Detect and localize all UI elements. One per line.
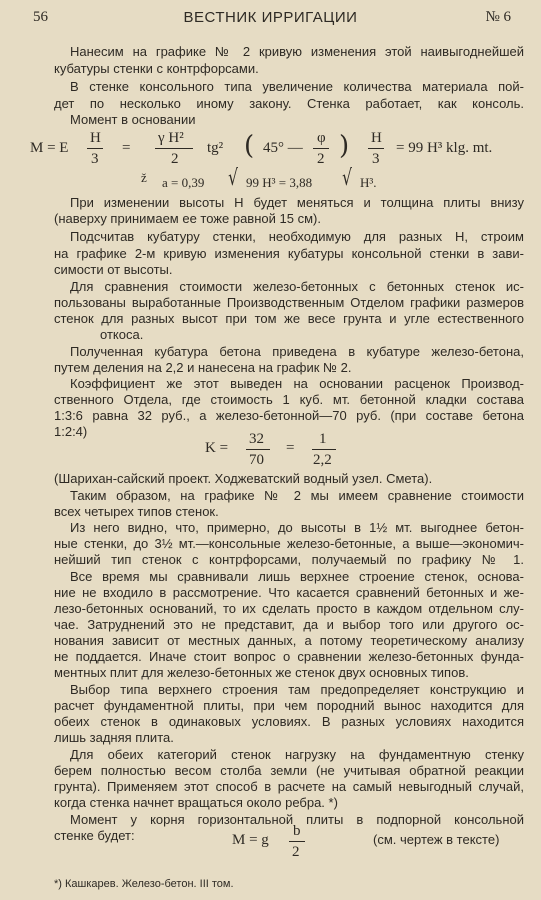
left-paren: (	[244, 131, 255, 161]
text-line: Момент у корня горизонтальной плиты в подпорной консольной	[70, 812, 524, 827]
text-line: ментных плит для железо-бетонных же стенок двух основных типов.	[54, 665, 469, 680]
fraction-numerator: φ	[317, 130, 326, 146]
text-line: лезо-бетонных оснований, то их сделать просто в каждом отдельном слу-	[54, 601, 524, 616]
text-line: пользованы выработанные Производственным Отделом графики размеров	[54, 295, 524, 310]
angle-term: 45° —	[263, 140, 303, 156]
right-paren: )	[339, 131, 350, 161]
fraction-bar	[155, 148, 193, 149]
journal-title: ВЕСТНИК ИРРИГАЦИИ	[183, 9, 358, 26]
text-line: обеих стенок в одинаковых условиях. В разных условиях находится	[54, 714, 524, 729]
text-line: нейший тип стенок с контрфорсами, получаемый по графику № 1.	[54, 552, 524, 567]
text-line: Таким образом, на графике № 2 мы имеем сравнение стоимости	[70, 488, 524, 503]
text-line: берем полностью весом столба земли (не учитывая обратной реакции	[54, 763, 524, 778]
text-line: ные стенки, до 3½ мт.—консольные железо-бетонные, а выше—экономич-	[54, 536, 524, 551]
formula-lhs: M = g	[232, 832, 269, 848]
text-line: ние не входило в рассмотрение. Что касается сравнений бетонных и же-	[54, 585, 524, 600]
text-line: путем деления на 2,2 и нанесена на график № 2.	[54, 360, 352, 375]
fraction-bar	[368, 148, 384, 149]
root-argument: 99 H³ = 3,88	[246, 175, 313, 190]
fraction-denominator: 2	[171, 151, 179, 167]
text-line: 1:3:6 равна 32 руб., а железо-бетонной—70 руб. (при составе бетона	[54, 408, 524, 423]
text-line: В стенке консольного типа увеличение количества материала пой-	[70, 79, 524, 94]
root-sign: √	[342, 166, 352, 191]
text-line: Для сравнения стоимости железо-бетонных с бетонных стенок ис-	[70, 279, 524, 294]
text-line: лишь задняя плита.	[54, 730, 174, 745]
text-line: кубатуры стенки с контрфорсами.	[54, 61, 259, 76]
fraction-numerator: b	[293, 823, 301, 839]
text-line: откоса.	[100, 327, 144, 342]
text-line: стенке будет:	[54, 828, 135, 843]
fraction-numerator: 1	[319, 431, 327, 447]
text-line: ственного Отдела, где стоимость 1 куб. мт. бетонной кладки состава	[54, 392, 524, 407]
text-line: 1:2:4)	[54, 424, 88, 439]
page-header	[0, 9, 541, 31]
text-line: не поддается. Иначе стоит вопрос о сравнении железо-бетонных фунда-	[54, 649, 524, 664]
fraction-denominator: 2	[292, 844, 300, 860]
text-line: Для обеих категорий стенок нагрузку на фундаментную стенку	[70, 747, 524, 762]
text-line: (наверху принимаем ее тоже равной 15 см).	[54, 211, 321, 226]
fraction-numerator: H	[371, 130, 382, 146]
fraction-bar	[87, 148, 103, 149]
tangent-symbol: tg²	[207, 140, 224, 156]
fraction-bar	[246, 449, 270, 450]
fraction-denominator: 3	[372, 151, 380, 167]
root-sign: √	[228, 166, 238, 191]
fraction-numerator: 32	[249, 431, 264, 447]
formula-lhs: K =	[205, 440, 229, 456]
text-line: чае. Затруднений это не представит, да и выбор того или другого ос-	[54, 617, 524, 632]
fraction-denominator: 3	[91, 151, 99, 167]
text-line: Полученная кубатура бетона приведена в кубатуре железо-бетона,	[70, 344, 524, 359]
page-number: 56	[33, 9, 48, 25]
fraction-numerator: γ H²	[158, 130, 184, 146]
fraction-bar	[289, 841, 305, 842]
text-line: Момент в основании	[70, 112, 196, 127]
fraction-denominator: 2,2	[313, 452, 332, 468]
equals-sign: =	[122, 140, 131, 156]
text-line: Подсчитав кубатуру стенки, необходимую для разных Н, строим	[70, 229, 524, 244]
formula-lead: ž	[141, 170, 147, 185]
text-line: нования зависит от местных данных, а потому теоретическому анализу	[54, 633, 524, 648]
root-argument: H³.	[360, 175, 377, 190]
text-line: Выбор типа верхнего строения там предопределяет конструкцию и	[70, 682, 524, 697]
text-line: когда стенка начнет вращаться около ребра. *)	[54, 795, 338, 810]
text-line: на графике 2-м кривую изменения кубатуры консольной стенки в зави-	[54, 246, 524, 261]
fraction-bar	[313, 148, 329, 149]
fraction-numerator: H	[90, 130, 101, 146]
fraction-denominator: 70	[249, 452, 264, 468]
text-line: При изменении высоты Н будет меняться и толщина плиты внизу	[70, 195, 524, 210]
text-line: (Шарихан-сайский проект. Ходжеватский водный узел. Смета).	[54, 471, 433, 486]
fraction-bar	[312, 449, 336, 450]
text-line: Из него видно, что, примерно, до высоты в 1½ мт. выгоднее бетон-	[70, 520, 524, 535]
issue-number: № 6	[485, 9, 511, 25]
text-line: Нанесим на графике № 2 кривую изменения этой наивыгоднейшей	[70, 44, 524, 59]
text-line: Все время мы сравнивали лишь верхнее строение стенок, основа-	[70, 569, 524, 584]
text-line: дет по несколько иному закону. Стенка работает, как консоль.	[54, 96, 524, 111]
formula-result: = 99 H³ klg. mt.	[396, 140, 493, 156]
fraction-denominator: 2	[317, 151, 325, 167]
formula-a: a = 0,39	[162, 175, 205, 190]
equals-sign: =	[286, 440, 295, 456]
text-line: всех четырех типов стенок.	[54, 504, 219, 519]
text-line: стенок для разных высот при том же весе грунта и угле естественного	[54, 311, 524, 326]
drawing-reference: (см. чертеж в тексте)	[373, 832, 500, 847]
footnote: *) Кашкарев. Железо-бетон. III том.	[54, 878, 234, 890]
text-line: симости от высоты.	[54, 262, 173, 277]
formula-lhs: M = E	[30, 140, 69, 156]
text-line: расчет фундаментной плиты, при чем породний вынос находится для	[54, 698, 524, 713]
text-line: Коэффициент же этот выведен на основании расценок Производ-	[70, 376, 524, 391]
text-line: грунта). Применяем этот способ в расчете на самый невыгодный случай,	[54, 779, 524, 794]
